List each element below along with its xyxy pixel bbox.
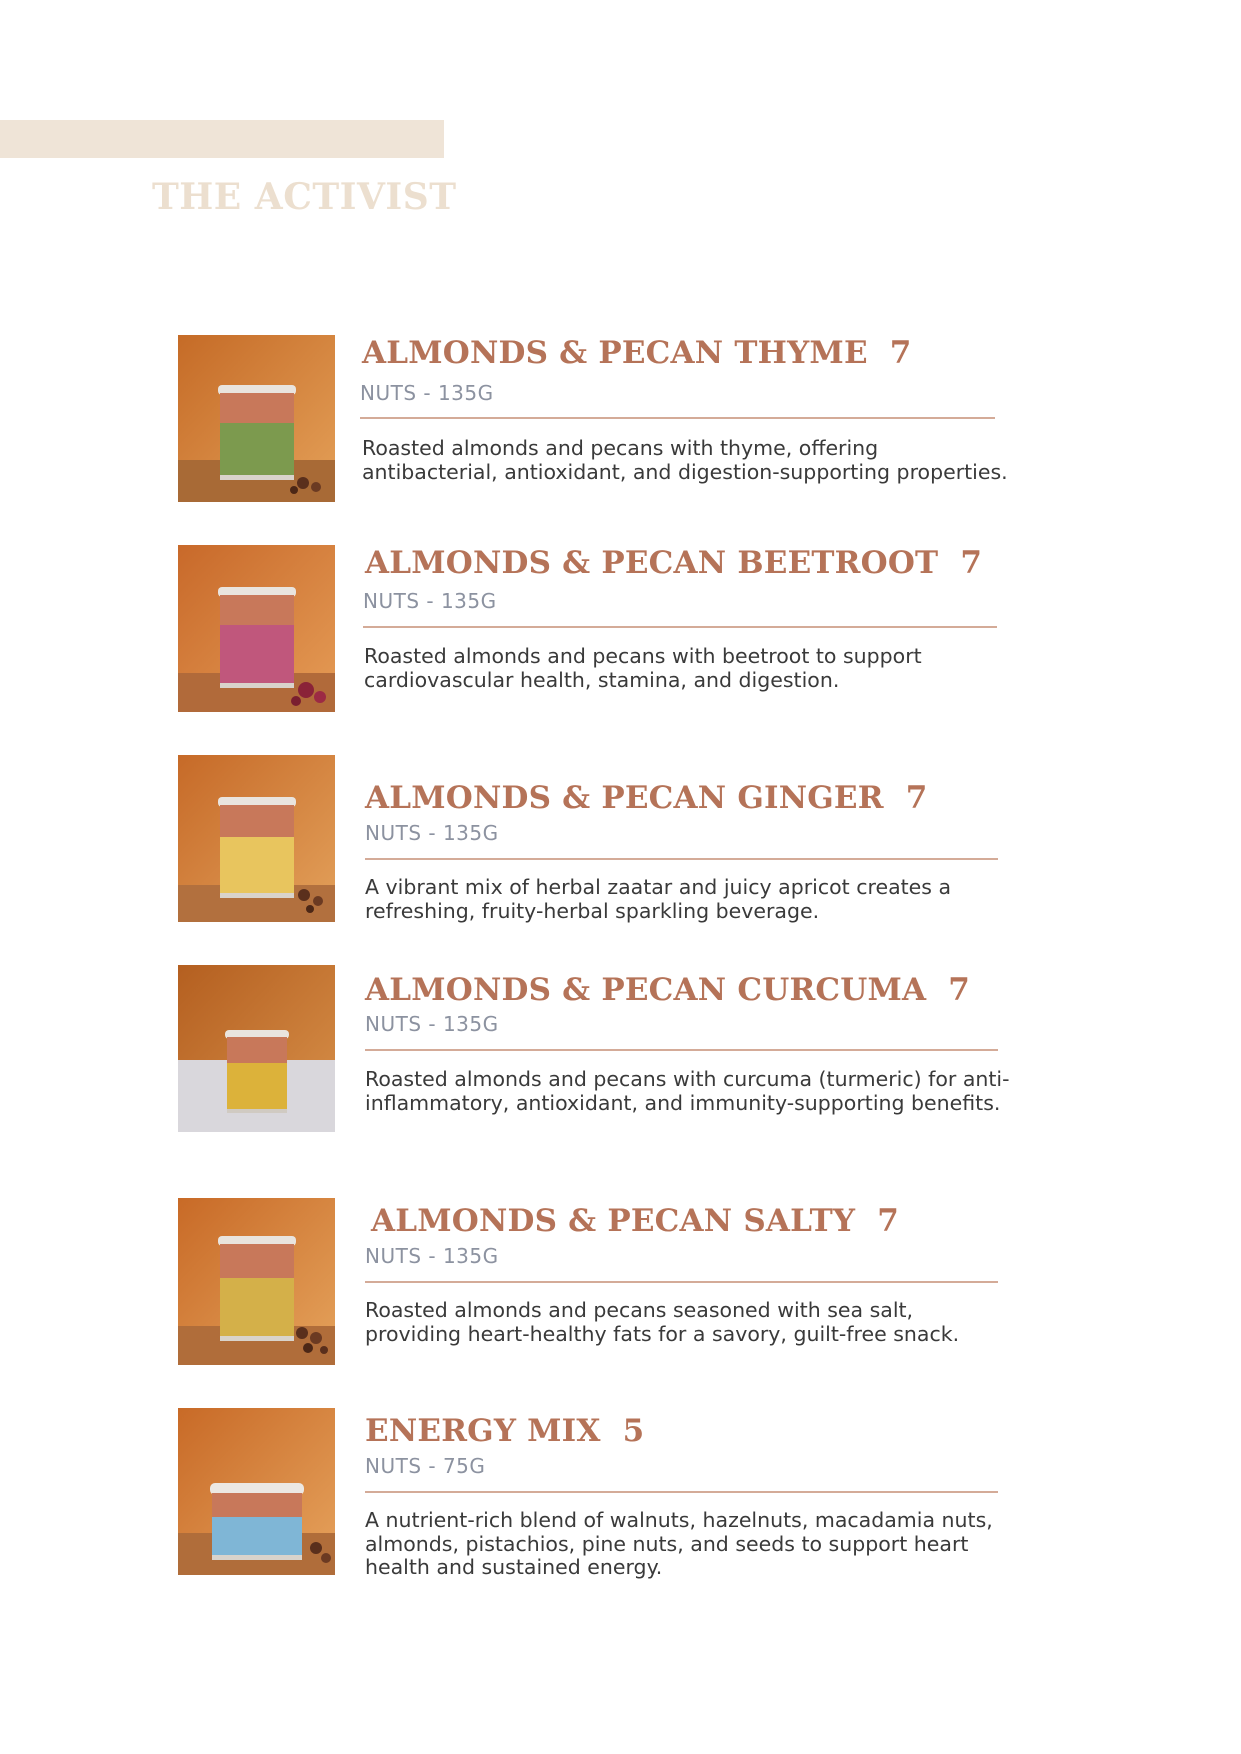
product-name-row: [365, 545, 982, 581]
product-image: [178, 965, 335, 1132]
product-price: 7: [905, 780, 928, 816]
product-name: ALMONDS & PECAN THYME: [362, 335, 868, 371]
section-title: THE ACTIVIST: [152, 176, 457, 218]
product-name-row: [365, 972, 970, 1008]
divider: [365, 1491, 998, 1493]
product-subtitle: NUTS - 135G: [365, 1012, 499, 1036]
product-description: Roasted almonds and pecans seasoned with sea salt, providing heart-healthy fats for a savory, guilt-free snack.: [365, 1298, 960, 1346]
product-price: 7: [948, 972, 971, 1008]
divider: [365, 1281, 998, 1283]
product-image: [178, 1408, 335, 1575]
product-name: ALMONDS & PECAN GINGER: [365, 780, 884, 816]
product-price: 5: [622, 1413, 645, 1449]
product-image: [178, 755, 335, 922]
product-image: [178, 335, 335, 502]
product-description: Roasted almonds and pecans with thyme, offering antibacterial, antioxidant, and digestion-supporting properties.: [362, 436, 1008, 484]
product-price: 7: [960, 545, 983, 581]
product-name-row: [365, 780, 928, 816]
product-name: ALMONDS & PECAN SALTY: [371, 1203, 856, 1239]
product-price: 7: [877, 1203, 900, 1239]
product-description: A nutrient-rich blend of walnuts, hazelnuts, macadamia nuts, almonds, pistachios, pine nuts, and seeds to support heart health and sustained energy.: [365, 1508, 993, 1579]
product-name: ENERGY MIX: [365, 1413, 601, 1449]
product-name-row: [362, 335, 912, 371]
product-subtitle: NUTS - 135G: [365, 821, 499, 845]
product-description: Roasted almonds and pecans with beetroot to support cardiovascular health, stamina, and digestion.: [364, 644, 922, 692]
product-subtitle: NUTS - 135G: [363, 589, 497, 613]
product-price: 7: [889, 335, 912, 371]
divider: [360, 417, 995, 419]
product-subtitle: NUTS - 135G: [365, 1244, 499, 1268]
divider: [365, 1049, 998, 1051]
product-name-row: [365, 1413, 644, 1449]
product-name-row: [371, 1203, 899, 1239]
product-subtitle: NUTS - 75G: [365, 1454, 486, 1478]
divider: [363, 626, 997, 628]
divider: [365, 858, 998, 860]
product-description: Roasted almonds and pecans with curcuma (turmeric) for anti-inflammatory, antioxidant, and immunity-supporting benefits.: [365, 1067, 1010, 1115]
product-name: ALMONDS & PECAN CURCUMA: [365, 972, 927, 1008]
product-name: ALMONDS & PECAN BEETROOT: [365, 545, 939, 581]
product-image: [178, 545, 335, 712]
product-subtitle: NUTS - 135G: [360, 381, 494, 405]
product-description: A vibrant mix of herbal zaatar and juicy apricot creates a refreshing, fruity-herbal sparkling beverage.: [365, 875, 952, 923]
product-image: [178, 1198, 335, 1365]
header-accent-band: [0, 120, 444, 158]
